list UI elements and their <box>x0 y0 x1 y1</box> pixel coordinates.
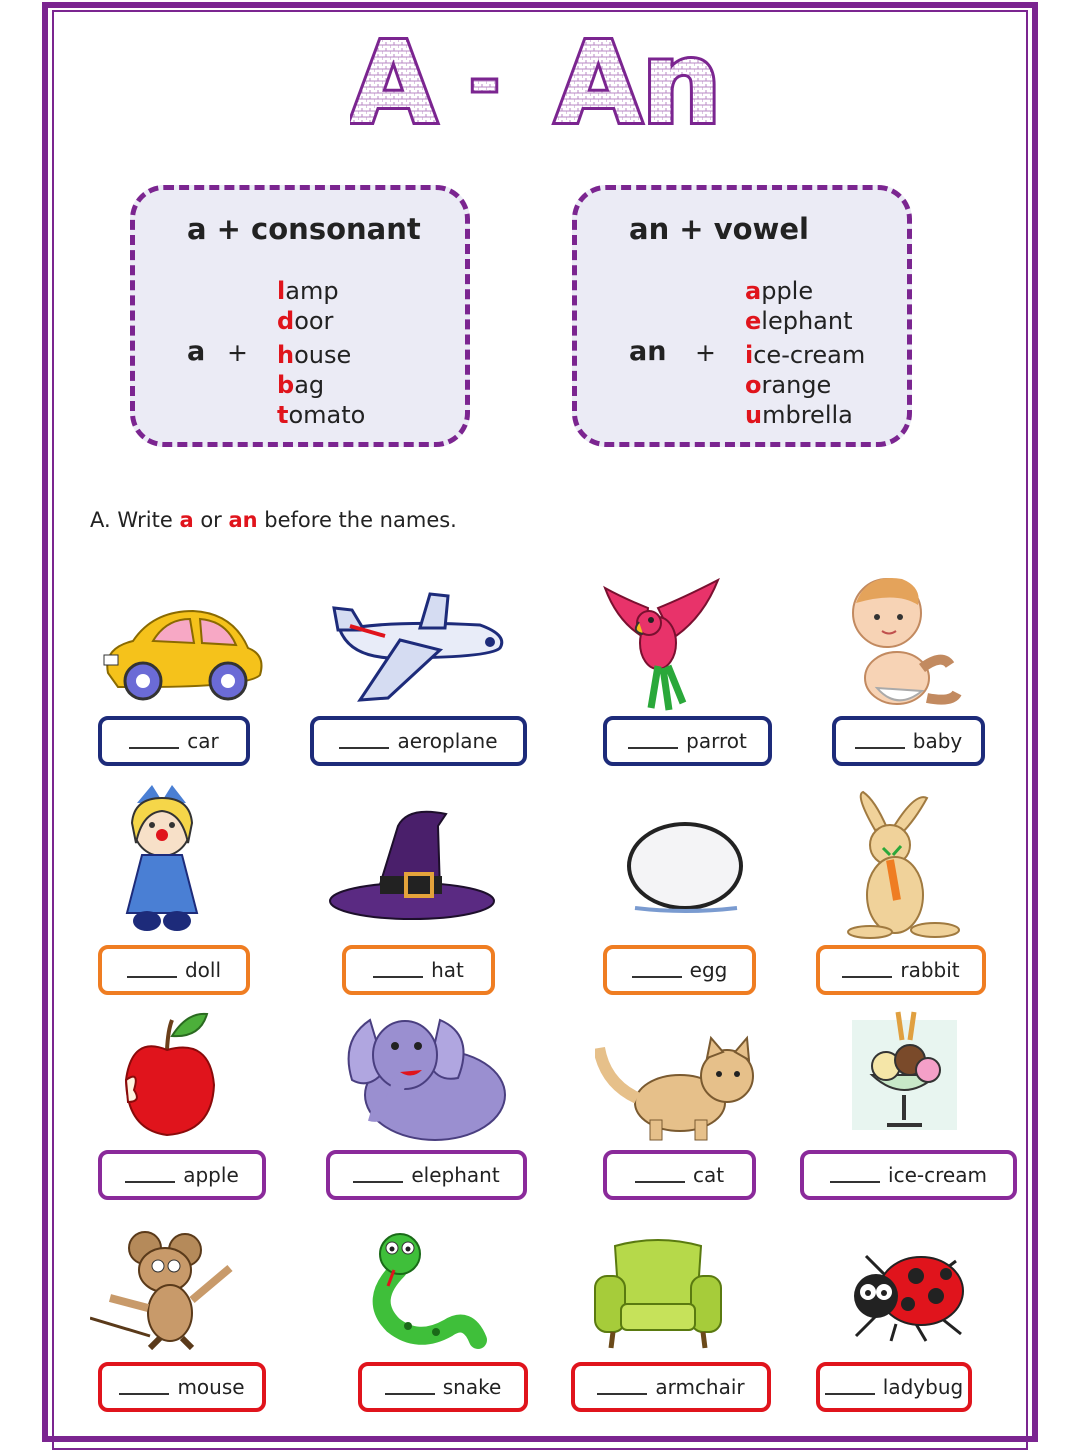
answer-box-snake[interactable] <box>358 1362 528 1412</box>
answer-box-ice-cream[interactable] <box>800 1150 1017 1200</box>
word-label: rabbit <box>900 958 960 982</box>
answer-box-rabbit[interactable] <box>816 945 986 995</box>
answer-blank[interactable] <box>385 1379 435 1395</box>
answer-blank[interactable] <box>842 962 892 978</box>
plus-sign: + <box>227 338 248 367</box>
answer-box-baby[interactable] <box>832 716 985 766</box>
title-left: A <box>350 19 437 133</box>
article-an: an <box>629 336 667 367</box>
answer-box-hat[interactable] <box>342 945 495 995</box>
answer-blank[interactable] <box>125 1167 175 1183</box>
answer-blank[interactable] <box>129 733 179 749</box>
word-label: cat <box>692 1163 725 1187</box>
answer-blank[interactable] <box>339 733 389 749</box>
word-item: elephant <box>745 307 853 335</box>
mouse-icon <box>90 1228 240 1350</box>
word-label: baby <box>912 729 963 753</box>
answer-box-armchair[interactable] <box>571 1362 771 1412</box>
word-label: doll <box>184 958 222 982</box>
answer-blank[interactable] <box>855 733 905 749</box>
answer-box-doll[interactable] <box>98 945 250 995</box>
title-dash: - <box>470 41 500 123</box>
answer-box-car[interactable] <box>98 716 250 766</box>
word-label: apple <box>183 1163 239 1187</box>
word-label: mouse <box>177 1375 245 1399</box>
word-item: orange <box>745 371 832 399</box>
answer-box-parrot[interactable] <box>603 716 772 766</box>
vowel-rule-heading: an + vowel <box>629 212 809 246</box>
word-label: ice-cream <box>888 1163 987 1187</box>
article-a: a <box>187 336 206 367</box>
parrot-icon <box>603 578 723 713</box>
elephant-icon <box>340 1010 512 1145</box>
answer-box-elephant[interactable] <box>326 1150 527 1200</box>
title-right: An <box>555 19 722 133</box>
answer-box-aeroplane[interactable] <box>310 716 527 766</box>
apple-icon <box>122 1010 217 1140</box>
word-label: egg <box>689 958 728 982</box>
baby-icon <box>842 573 962 713</box>
word-label: ladybug <box>882 1375 964 1399</box>
word-label: car <box>187 729 219 753</box>
word-item: door <box>277 307 334 335</box>
answer-blank[interactable] <box>825 1379 875 1395</box>
word-label: armchair <box>655 1375 745 1399</box>
word-label: snake <box>442 1375 502 1399</box>
answer-blank[interactable] <box>628 733 678 749</box>
consonant-rule-box <box>130 185 470 447</box>
consonant-word-list <box>277 276 365 430</box>
rabbit-icon <box>835 790 965 940</box>
vowel-word-list <box>745 276 865 430</box>
answer-box-ladybug[interactable] <box>816 1362 972 1412</box>
answer-box-mouse[interactable] <box>98 1362 266 1412</box>
answer-box-cat[interactable] <box>603 1150 756 1200</box>
answer-blank[interactable] <box>373 962 423 978</box>
answer-blank[interactable] <box>635 1167 685 1183</box>
egg-icon <box>625 818 745 918</box>
armchair-icon <box>593 1236 723 1354</box>
word-label: hat <box>431 958 464 982</box>
answer-blank[interactable] <box>830 1167 880 1183</box>
answer-blank[interactable] <box>632 962 682 978</box>
ice-cream-icon <box>852 1010 957 1135</box>
ladybug-icon <box>836 1246 971 1342</box>
vowel-rule-box <box>572 185 912 447</box>
word-item: tomato <box>277 401 366 429</box>
answer-box-apple[interactable] <box>98 1150 266 1200</box>
word-item: apple <box>745 277 814 305</box>
answer-blank[interactable] <box>127 962 177 978</box>
answer-box-egg[interactable] <box>603 945 756 995</box>
answer-blank[interactable] <box>119 1379 169 1395</box>
aeroplane-icon <box>330 590 510 705</box>
page-title <box>0 18 1080 133</box>
exercise-instruction: A. Write a or an before the names. <box>90 508 457 532</box>
car-icon <box>98 603 268 703</box>
word-item: umbrella <box>745 401 853 429</box>
consonant-rule-heading: a + consonant <box>187 212 421 246</box>
word-label: elephant <box>411 1163 500 1187</box>
witch-hat-icon <box>328 806 496 926</box>
answer-blank[interactable] <box>597 1379 647 1395</box>
word-item: house <box>277 341 352 369</box>
word-item: bag <box>277 371 325 399</box>
cat-icon <box>595 1028 765 1143</box>
snake-icon <box>358 1230 488 1358</box>
word-label: aeroplane <box>397 729 498 753</box>
title-graphic <box>350 18 730 133</box>
doll-icon <box>112 783 222 933</box>
answer-blank[interactable] <box>353 1167 403 1183</box>
word-label: parrot <box>686 729 747 753</box>
plus-sign: + <box>695 338 716 367</box>
word-item: ice-cream <box>745 341 866 369</box>
word-item: lamp <box>277 277 339 305</box>
